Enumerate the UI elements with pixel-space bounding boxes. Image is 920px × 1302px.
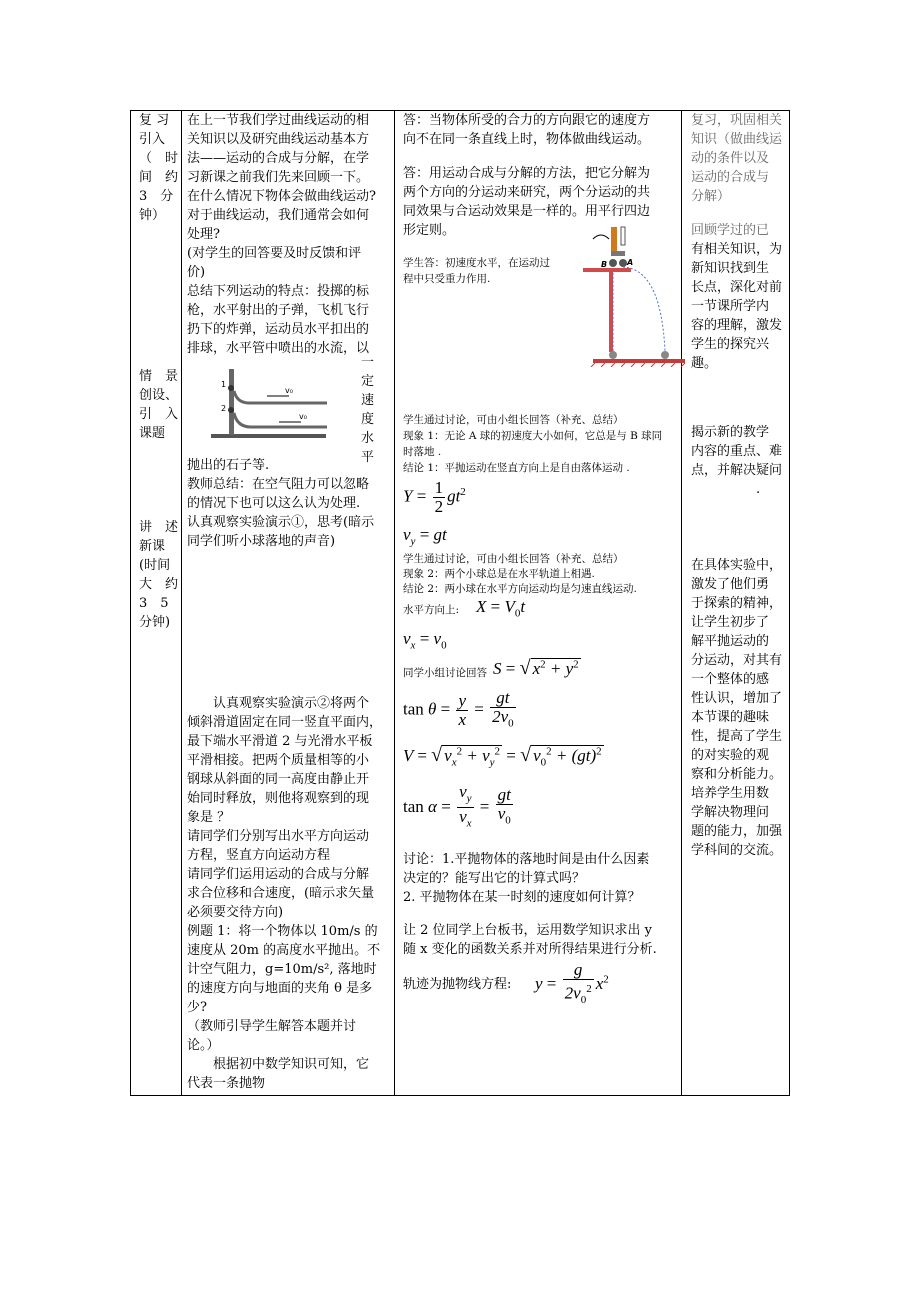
text-line: 现象 1：无论 A 球的初速度大小如何，它总是与 B 球同 [403, 430, 663, 442]
text-line: 认真观察实验演示①，思考(暗示 [187, 515, 375, 530]
text-line: 学生通过讨论，可由小组长回答（补充、总结） [403, 414, 624, 426]
side-word: 速 [361, 393, 375, 408]
landed-ball-b [609, 351, 617, 359]
text-line: 现象 2：两个小球总是在水平轨道上相遇. [403, 568, 595, 580]
text-line: 抛出的石子等. [187, 458, 270, 473]
text-line: 的对实验的观 [691, 748, 770, 763]
text-line: 平滑相接。把两个质量相等的小 [187, 753, 370, 768]
text-line: 在上一节我们学过曲线运动的相 [187, 113, 370, 128]
formula-velocity: V = √ $v_x^2 + v_y^2$ = √ $v_0^2 + (gt)^2$ [403, 744, 602, 769]
post [609, 272, 613, 352]
text-line: 讨论：1.平抛物体的落地时间是由什么因素 [403, 852, 650, 867]
text-line: 排球，水平管中喷出的水流，以 [187, 341, 370, 356]
text-line: 方程，竖直方向运动方程 [187, 848, 331, 863]
group-label: 同学小组讨论回答 [403, 667, 487, 679]
text-line: 的速度方向与地面的夹角 θ 是多 [187, 981, 373, 996]
swing-arrow [593, 235, 609, 239]
text-line: 让 2 位同学上台板书，运用数学知识求出 y [403, 923, 653, 938]
stage-line: （ 时 [139, 151, 179, 166]
stage-line: 讲 述 [139, 520, 179, 535]
text-line: 价) [187, 265, 206, 280]
text-line: 少? [187, 1000, 207, 1015]
stage-line: 创设、 [139, 388, 179, 403]
text-line: 察和分析能力。 [691, 767, 783, 782]
side-word: 定 [361, 374, 375, 389]
text-line: 程中只受重力作用. [403, 273, 491, 285]
ground-hatch [591, 363, 685, 367]
text-line: 论。） [187, 1038, 220, 1053]
text-line: 让学生初步了 [691, 615, 770, 630]
column-divider [394, 111, 395, 1095]
text-line: 钢球从斜面的同一高度由静止开 [187, 772, 370, 787]
text-line: 同效果与合运动效果是一样的。用平行四边 [403, 204, 651, 219]
text-line: 速度从 20m 的高度水平抛出。不 [187, 943, 381, 958]
formula-trajectory: y = $\frac{g}{2v_0^2}$ $x^2$ [535, 960, 609, 1007]
text-line: 本节课的趣味 [691, 710, 770, 725]
column-divider [181, 111, 182, 1095]
text-line: 根据初中数学知识可知，它 [187, 1057, 370, 1072]
formula-tan-alpha: tan α = $\frac{v_y}{v_x}$ = $\frac{gt}{v_0}$ [403, 782, 511, 830]
stage-line: 大 约 [139, 577, 179, 592]
text-line: 最下端水平滑道 2 与光滑水平板 [187, 734, 373, 749]
lesson-plan-table [130, 110, 790, 1096]
lower-track [234, 413, 327, 427]
text-line: 总结下列运动的特点：投掷的标 [187, 284, 370, 299]
text-line: 于探索的精神， [691, 596, 783, 611]
ground [593, 359, 685, 363]
text-line: 请同学们运用运动的合成与分解 [187, 867, 370, 882]
base-plate [211, 434, 326, 438]
stage-line: 引入 [139, 132, 166, 147]
text-line: 形定则。 [403, 223, 456, 238]
text-line: 请同学们分别写出水平方向运动 [187, 829, 370, 844]
text-line: 代表一条抛物 [187, 1076, 266, 1091]
fig-label: v₀ [285, 386, 293, 395]
text-line: 长点，深化对前 [691, 280, 783, 295]
text-line: （教师引导学生解答本题并讨 [187, 1019, 357, 1034]
ball-b [609, 259, 617, 267]
text-line: (对学生的回答要及时反馈和评 [187, 246, 362, 261]
text-line: 决定的？能写出它的计算式吗？ [403, 871, 586, 886]
stage-line: 3 5 [139, 596, 169, 611]
text-line: 处理? [187, 227, 220, 242]
text-line: 揭示新的教学 [691, 425, 770, 440]
bracket [611, 251, 625, 256]
text-line: 一节课所学内 [691, 299, 770, 314]
side-word: 水 [361, 431, 375, 446]
stage-line: 复 习 [139, 113, 170, 128]
text-line: 枪，水平射出的子弹，飞机飞行 [187, 303, 370, 318]
striker-arm [611, 227, 617, 251]
text-line: 有相关知识，为 [691, 242, 783, 257]
text-line: 始同时释放，则他将观察到的现 [187, 791, 370, 806]
text-line: 点，并解决疑问 [691, 463, 783, 478]
text-line: 认真观察实验演示②将两个 [187, 696, 370, 711]
stage-line: 钟） [139, 208, 166, 223]
text-line: 培养学生用数 [691, 786, 770, 801]
formula-tan-theta: tan θ = $\frac{y}{x}$ = $\frac{gt}{2v_0}$ [403, 688, 514, 730]
text-line: 题的能力，加强 [691, 824, 783, 839]
text-line: 趣。 [691, 356, 718, 371]
stage-line: (时间 [139, 558, 171, 573]
formula-vertical-displacement: Y = $\frac{1}{2}$ $gt^2$ [403, 478, 466, 516]
formula-displacement: S = √ $x^2 + y^2$ [493, 657, 579, 679]
text-line: 答：用运动合成与分解的方法，把它分解为 [403, 166, 651, 181]
ball-upper [228, 385, 234, 391]
text-line: 内容的重点、难 [691, 444, 783, 459]
fig-label: A [627, 258, 634, 267]
trajectory-a [623, 267, 665, 351]
text-line: 同学们听小球落地的声音) [187, 534, 336, 549]
text-line: 学科间的交流。 [691, 843, 783, 858]
holder [621, 227, 625, 245]
stage-line: 情 景 [139, 369, 179, 384]
text-line: 容的理解，激发 [691, 318, 783, 333]
apparatus-figure [209, 361, 329, 443]
text-line: 两个方向的分运动来研究，两个分运动的共 [403, 185, 651, 200]
side-word: 度 [361, 412, 375, 427]
text-line: 倾斜滑道固定在同一竖直平面内， [187, 715, 383, 730]
text-line: 的情况下也可以这么认为处理. [187, 496, 361, 511]
fig-label: 2 [221, 404, 227, 413]
formula-horizontal-displacement: $X = V_0t$ [476, 597, 526, 620]
text-line: 学生通过讨论，可由小组长回答（补充、总结） [403, 553, 624, 565]
upper-track [234, 391, 327, 403]
text-line: 计空气阻力，g=10m/s², 落地时 [187, 962, 377, 977]
text-line: 求合位移和合速度，(暗示求矢量 [187, 886, 375, 901]
stage-line: 分钟) [139, 615, 171, 630]
text-line: 激发了他们勇 [691, 577, 770, 592]
stage-line: 3 分 [139, 189, 174, 204]
text-line: 学生答：初速度水平，在运动过 [403, 257, 550, 269]
text-line: 新知识找到生 [691, 261, 770, 276]
text-line: 知识（做曲线运 [691, 132, 783, 147]
trajectory-label: 轨迹为抛物线方程: [403, 977, 512, 992]
text-line: 答：当物体所受的合力的方向跟它的速度方 [403, 113, 651, 128]
fig-label: 1 [221, 380, 227, 389]
stage-line: 间 约 [139, 170, 179, 185]
text-line: 分运动，对其有 [691, 653, 783, 668]
text-line: 必须要交待方向) [187, 905, 284, 920]
text-line: 复习，巩固相关 [691, 113, 783, 128]
text-line: 运动的合成与 [691, 170, 770, 185]
side-word: 一 [361, 355, 375, 370]
stage-line: 课题 [139, 426, 166, 441]
text-line: 一个整体的感 [691, 672, 770, 687]
text-line: 回顾学过的已 [691, 223, 770, 238]
horizontal-label: 水平方向上: [403, 604, 460, 616]
text-line: 分解） [691, 189, 731, 204]
text-line: 解平抛运动的 [691, 634, 770, 649]
text-line: 结论 2：两小球在水平方向运动均是匀速直线运动. [403, 583, 637, 595]
text-line: 性，提高了学生 [691, 729, 783, 744]
stage-line: 新课 [139, 539, 166, 554]
text-line: 关知识以及研究曲线运动基本方 [187, 132, 370, 147]
text-line: 性认识，增加了 [691, 691, 783, 706]
ball-lower [228, 407, 234, 413]
text-line: 对于曲线运动，我们通常会如何 [187, 208, 370, 223]
ball-a [619, 259, 627, 267]
text-line: 随 x 变化的函数关系并对所得结果进行分析. [403, 942, 657, 957]
formula-vertical-velocity: $v_y$ = gt [403, 525, 447, 548]
text-line: 时落地 . [403, 446, 442, 458]
stand-pole [229, 369, 234, 435]
text-line: 结论 1：平抛运动在竖直方向上是自由落体运动 . [403, 462, 630, 474]
text-line: 扔下的炸弹，运动员水平扣出的 [187, 322, 370, 337]
side-word: 平 [361, 450, 375, 465]
landed-ball-a [661, 351, 669, 359]
formula-horizontal-velocity: $v_x = v_0$ [403, 629, 447, 652]
text-line: 2. 平抛物体在某一时刻的速度如何计算？ [403, 890, 641, 905]
fig-label: B [601, 260, 608, 269]
text-line: 习新课之前我们先来回顾一下。 [187, 170, 370, 185]
stage-line: 引 入 [139, 407, 179, 422]
text-line: 例题 1：将一个物体以 10m/s 的 [187, 924, 378, 939]
text-line: 法——运动的合成与分解，在学 [187, 151, 370, 166]
text-line: 象是 ？ [187, 810, 231, 825]
text-line: 学生的探究兴 [691, 337, 770, 352]
projectile-figure [583, 223, 689, 367]
text-line: 在什么情况下物体会做曲线运动? [187, 189, 376, 204]
text-line: 在具体实验中， [691, 558, 783, 573]
text-line: 学解决物理问 [691, 805, 770, 820]
text-line: 向不在同一条直线上时，物体做曲线运动。 [403, 132, 651, 147]
text-line: 动的条件以及 [691, 151, 770, 166]
fig-label: v₀ [299, 412, 307, 421]
text-line: . [691, 482, 761, 497]
text-line: 教师总结：在空气阻力可以忽略 [187, 477, 370, 492]
